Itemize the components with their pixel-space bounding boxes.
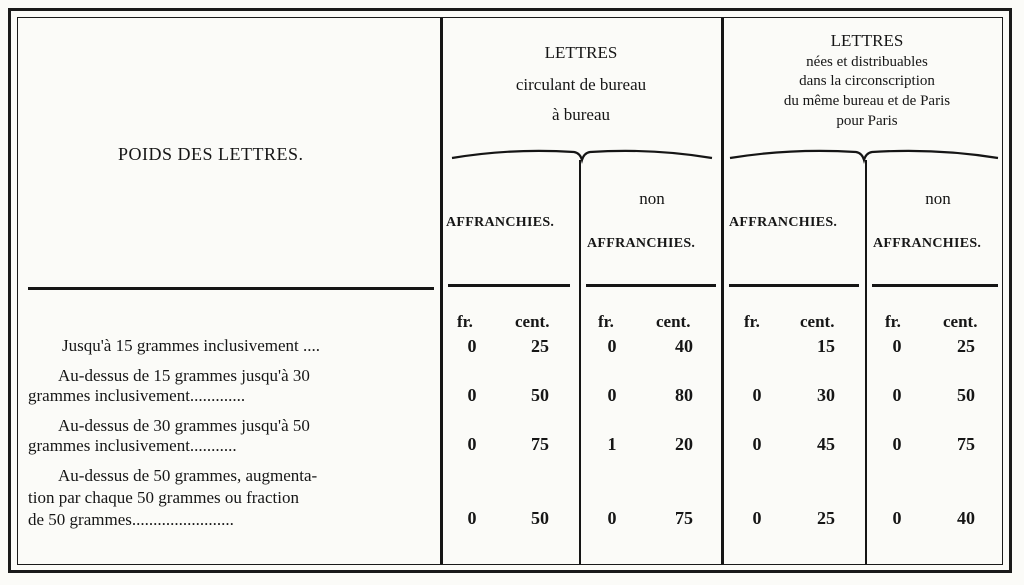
poids-heading: POIDS DES LETTRES. bbox=[118, 144, 304, 164]
row3-col3-fr: 0 bbox=[752, 434, 762, 454]
row4-label-line1: Au-dessus de 50 grammes, augmenta- bbox=[58, 466, 318, 485]
unit-fr-col3: fr. bbox=[744, 312, 760, 331]
brace-group1 bbox=[452, 144, 712, 164]
row1-col1-cent: 25 bbox=[531, 336, 549, 356]
unit-cent-col2: cent. bbox=[656, 312, 691, 331]
header-rule-label bbox=[28, 287, 434, 290]
group2-title: LETTRES bbox=[830, 31, 904, 50]
unit-cent-col1: cent. bbox=[515, 312, 550, 331]
row2-col1-fr: 0 bbox=[467, 385, 477, 405]
col4-heading-non: non bbox=[925, 189, 951, 208]
divider-label-column bbox=[440, 18, 443, 564]
col4-heading: AFFRANCHIES. bbox=[873, 236, 982, 251]
col2-heading-non: non bbox=[639, 189, 665, 208]
row2-col3-cent: 30 bbox=[817, 385, 835, 405]
divider-sub-column-1 bbox=[579, 160, 581, 564]
row1-col2-fr: 0 bbox=[607, 336, 617, 356]
row3-label-line1: Au-dessus de 30 grammes jusqu'à 50 bbox=[58, 416, 310, 435]
row3-col2-cent: 20 bbox=[675, 434, 693, 454]
header-rule-col1 bbox=[448, 284, 570, 287]
group2-subtitle-1: nées et distribuables bbox=[806, 54, 928, 70]
row3-col1-fr: 0 bbox=[467, 434, 477, 454]
row4-col3-cent: 25 bbox=[817, 508, 835, 528]
row1-col4-cent: 25 bbox=[957, 336, 975, 356]
brace-group2 bbox=[730, 144, 998, 164]
col2-heading: AFFRANCHIES. bbox=[587, 236, 696, 251]
header-rule-col3 bbox=[729, 284, 859, 287]
row3-col4-cent: 75 bbox=[957, 434, 975, 454]
row4-col4-cent: 40 bbox=[957, 508, 975, 528]
row4-label-line3: de 50 grammes........................ bbox=[28, 510, 234, 529]
row4-col2-cent: 75 bbox=[675, 508, 693, 528]
row2-col1-cent: 50 bbox=[531, 385, 549, 405]
unit-fr-col2: fr. bbox=[598, 312, 614, 331]
header-rule-col2 bbox=[586, 284, 716, 287]
row2-col2-cent: 80 bbox=[675, 385, 693, 405]
col3-heading: AFFRANCHIES. bbox=[729, 215, 838, 230]
unit-fr-col4: fr. bbox=[885, 312, 901, 331]
divider-sub-column-2 bbox=[865, 160, 867, 564]
row2-col4-cent: 50 bbox=[957, 385, 975, 405]
row1-col2-cent: 40 bbox=[675, 336, 693, 356]
row3-col1-cent: 75 bbox=[531, 434, 549, 454]
group2-subtitle-3: du même bureau et de Paris bbox=[783, 93, 951, 109]
row4-col4-fr: 0 bbox=[892, 508, 902, 528]
row4-label-line2: tion par chaque 50 grammes ou fraction bbox=[28, 488, 299, 507]
row1-col1-fr: 0 bbox=[467, 336, 477, 356]
row2-col2-fr: 0 bbox=[607, 385, 617, 405]
row1-col4-fr: 0 bbox=[892, 336, 902, 356]
group2-subtitle-4: pour Paris bbox=[836, 113, 898, 129]
unit-cent-col4: cent. bbox=[943, 312, 978, 331]
row3-col3-cent: 45 bbox=[817, 434, 835, 454]
header-rule-col4 bbox=[872, 284, 998, 287]
group2-subtitle-2: dans la circonscription bbox=[799, 73, 935, 89]
row4-col2-fr: 0 bbox=[607, 508, 617, 528]
row3-label-line2: grammes inclusivement........... bbox=[28, 436, 237, 455]
row1-label: Jusqu'à 15 grammes inclusivement .... bbox=[62, 336, 321, 355]
row3-col4-fr: 0 bbox=[892, 434, 902, 454]
row4-col1-fr: 0 bbox=[467, 508, 477, 528]
row4-col3-fr: 0 bbox=[752, 508, 762, 528]
row2-col3-fr: 0 bbox=[752, 385, 762, 405]
col1-heading: AFFRANCHIES. bbox=[446, 215, 555, 230]
unit-cent-col3: cent. bbox=[800, 312, 835, 331]
group1-subtitle-2: à bureau bbox=[551, 105, 611, 124]
row2-label-line2: grammes inclusivement............. bbox=[28, 386, 246, 405]
row4-col1-cent: 50 bbox=[531, 508, 549, 528]
group1-title: LETTRES bbox=[544, 43, 618, 62]
row2-col4-fr: 0 bbox=[892, 385, 902, 405]
row1-col3-cent: 15 bbox=[817, 336, 835, 356]
row2-label-line1: Au-dessus de 15 grammes jusqu'à 30 bbox=[58, 366, 310, 385]
group1-subtitle-1: circulant de bureau bbox=[515, 75, 647, 94]
unit-fr-col1: fr. bbox=[457, 312, 473, 331]
row3-col2-fr: 1 bbox=[607, 434, 617, 454]
